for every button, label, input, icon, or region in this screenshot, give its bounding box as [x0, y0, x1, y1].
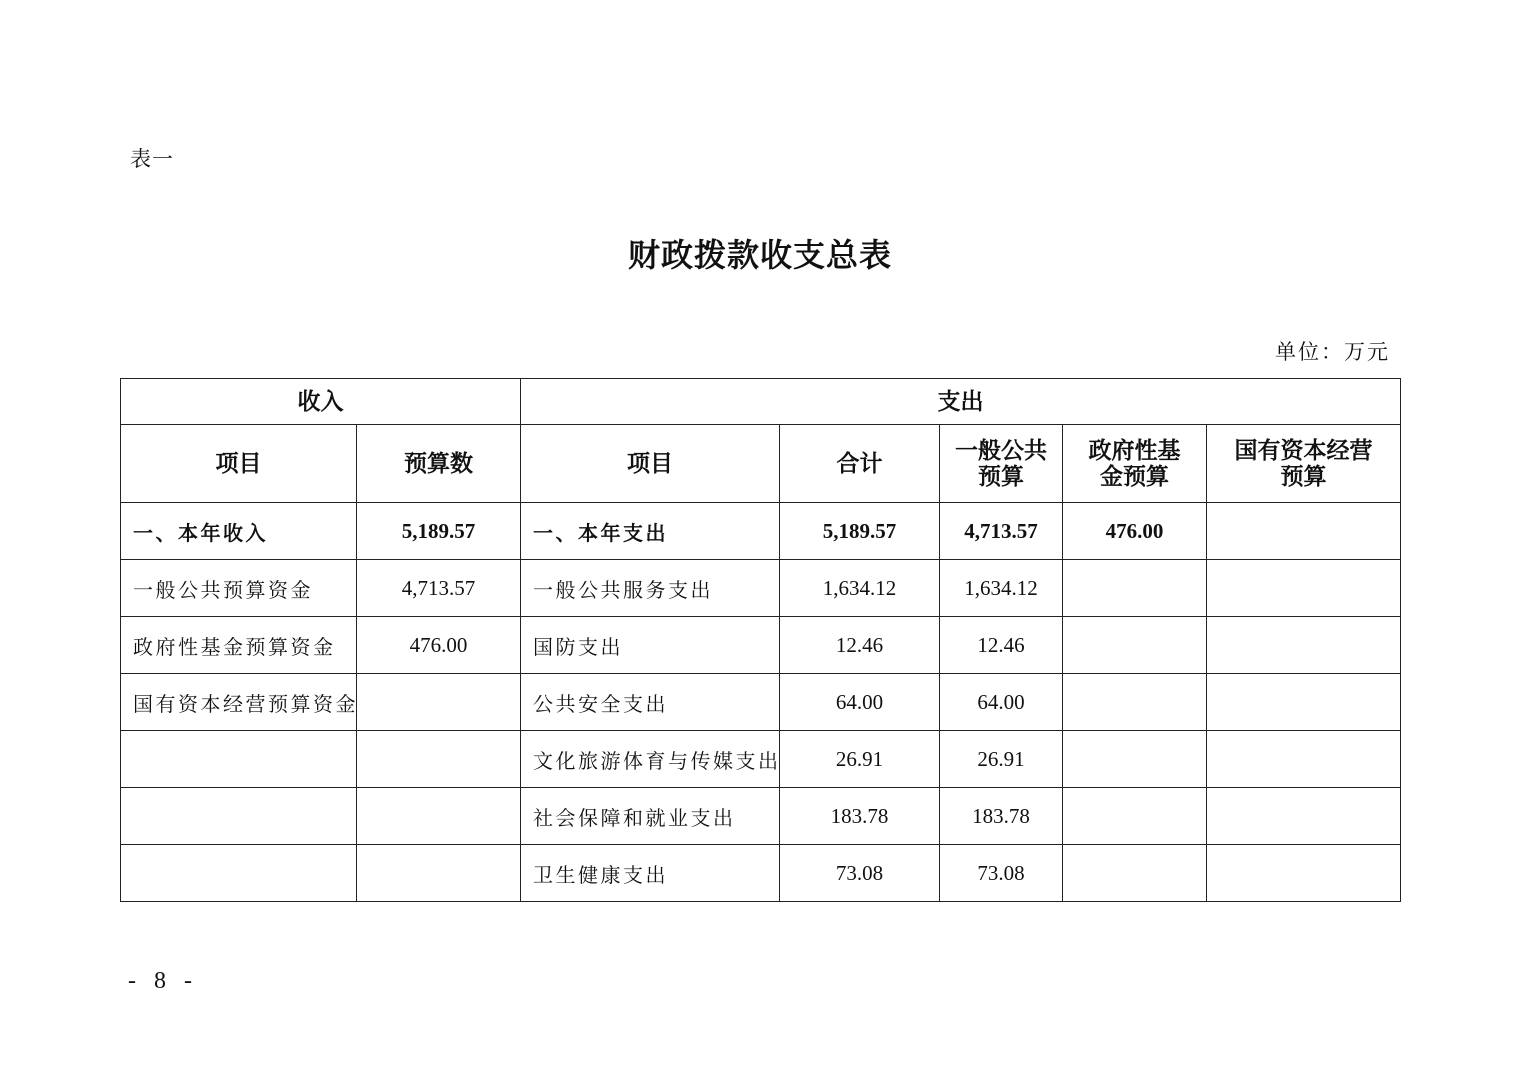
- expense-item-cell: 文化旅游体育与传媒支出: [521, 731, 780, 788]
- income-item-cell: 一、本年收入: [121, 503, 357, 560]
- state-capital-budget-header: [1207, 425, 1401, 503]
- table-row: [121, 560, 1401, 617]
- expense-item-header: 项目: [521, 425, 780, 503]
- table-label: 表一: [130, 147, 174, 171]
- general-budget-cell: 64.00: [940, 674, 1063, 731]
- table-body: [121, 503, 1401, 902]
- expense-total-cell: 64.00: [780, 674, 940, 731]
- expense-item-cell: 卫生健康支出: [521, 845, 780, 902]
- state-capital-budget-cell: [1207, 617, 1401, 674]
- expense-item-cell: 一、本年支出: [521, 503, 780, 560]
- expense-item-cell: 国防支出: [521, 617, 780, 674]
- unit-label: 单位：万元: [1275, 340, 1390, 364]
- table-row: [121, 674, 1401, 731]
- income-budget-cell: [357, 674, 521, 731]
- state-capital-budget-cell: [1207, 845, 1401, 902]
- gov-fund-budget-cell: [1063, 731, 1207, 788]
- gov-fund-budget-cell: 476.00: [1063, 503, 1207, 560]
- income-item-cell: 国有资本经营预算资金: [121, 674, 357, 731]
- general-budget-cell: 4,713.57: [940, 503, 1063, 560]
- income-budget-cell: 5,189.57: [357, 503, 521, 560]
- income-budget-cell: [357, 731, 521, 788]
- income-budget-cell: 476.00: [357, 617, 521, 674]
- page-number: - 8 -: [128, 968, 198, 994]
- income-budget-cell: [357, 788, 521, 845]
- table-row: [121, 617, 1401, 674]
- gov-fund-budget-cell: [1063, 845, 1207, 902]
- general-budget-cell: 26.91: [940, 731, 1063, 788]
- general-budget-cell: 73.08: [940, 845, 1063, 902]
- state-capital-budget-header-line2: 预算: [1280, 463, 1327, 490]
- state-capital-budget-cell: [1207, 788, 1401, 845]
- page-title: 财政拨款收支总表: [627, 236, 892, 274]
- gov-fund-budget-cell: [1063, 617, 1207, 674]
- gov-fund-budget-header-line2: 金预算: [1100, 463, 1169, 490]
- income-section-header: 收入: [121, 379, 521, 425]
- section-header-row: [121, 379, 1401, 425]
- state-capital-budget-cell: [1207, 503, 1401, 560]
- income-item-cell: 一般公共预算资金: [121, 560, 357, 617]
- expense-total-cell: 12.46: [780, 617, 940, 674]
- expense-total-cell: 73.08: [780, 845, 940, 902]
- total-row: [121, 503, 1401, 560]
- general-budget-cell: 12.46: [940, 617, 1063, 674]
- income-item-cell: [121, 845, 357, 902]
- table-row: [121, 845, 1401, 902]
- expense-total-cell: 183.78: [780, 788, 940, 845]
- general-budget-header-line1: 一般公共: [955, 437, 1047, 464]
- income-item-cell: [121, 788, 357, 845]
- expense-item-cell: 一般公共服务支出: [521, 560, 780, 617]
- state-capital-budget-cell: [1207, 731, 1401, 788]
- column-header-row: [121, 425, 1401, 503]
- budget-table: [120, 378, 1401, 902]
- gov-fund-budget-header-line1: 政府性基: [1088, 437, 1181, 464]
- income-budget-header: 预算数: [357, 425, 521, 503]
- income-item-header: 项目: [121, 425, 357, 503]
- table-row: [121, 788, 1401, 845]
- income-budget-cell: 4,713.57: [357, 560, 521, 617]
- expense-total-cell: 5,189.57: [780, 503, 940, 560]
- expense-total-cell: 26.91: [780, 731, 940, 788]
- state-capital-budget-cell: [1207, 674, 1401, 731]
- gov-fund-budget-cell: [1063, 560, 1207, 617]
- expense-item-cell: 公共安全支出: [521, 674, 780, 731]
- expense-item-cell: 社会保障和就业支出: [521, 788, 780, 845]
- gov-fund-budget-header: [1063, 425, 1207, 503]
- income-item-cell: [121, 731, 357, 788]
- expense-section-header: 支出: [521, 379, 1401, 425]
- gov-fund-budget-cell: [1063, 788, 1207, 845]
- expense-total-header: 合计: [780, 425, 940, 503]
- state-capital-budget-header-line1: 国有资本经营: [1234, 437, 1373, 464]
- income-item-cell: 政府性基金预算资金: [121, 617, 357, 674]
- table-row: [121, 731, 1401, 788]
- general-budget-header: [940, 425, 1063, 503]
- general-budget-header-line2: 预算: [978, 463, 1024, 490]
- state-capital-budget-cell: [1207, 560, 1401, 617]
- general-budget-cell: 183.78: [940, 788, 1063, 845]
- expense-total-cell: 1,634.12: [780, 560, 940, 617]
- general-budget-cell: 1,634.12: [940, 560, 1063, 617]
- income-budget-cell: [357, 845, 521, 902]
- gov-fund-budget-cell: [1063, 674, 1207, 731]
